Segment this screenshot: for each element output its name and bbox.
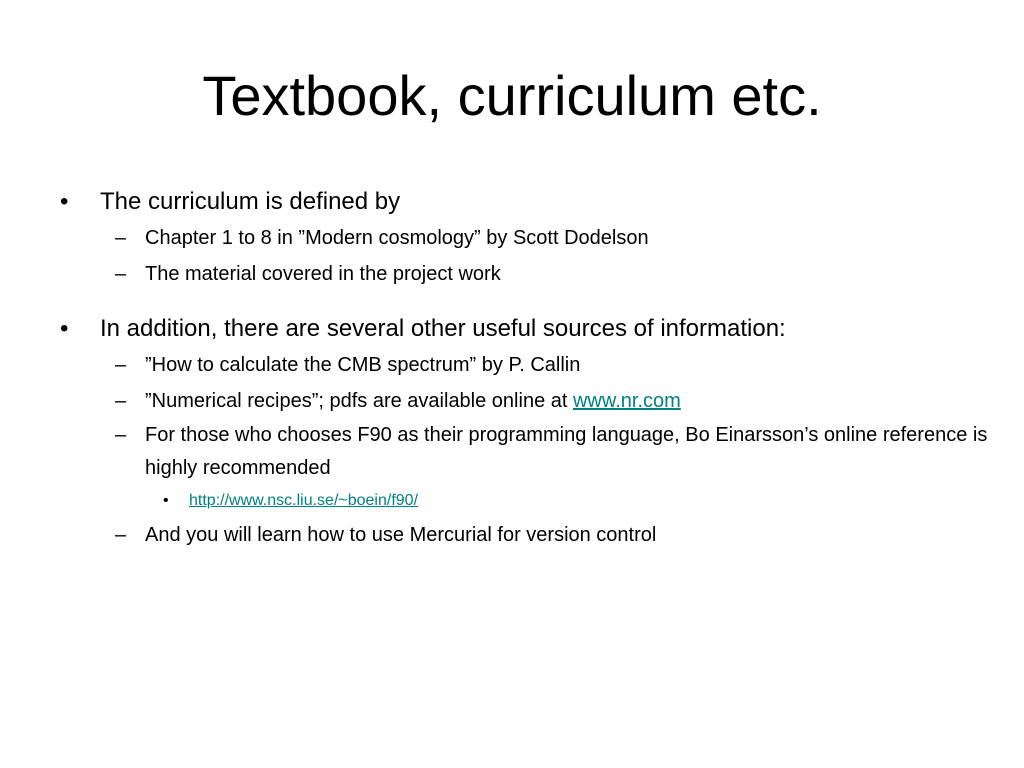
bullet-marker: • xyxy=(60,315,69,342)
bullet-other-sources xyxy=(60,311,990,347)
sub-bullet-text: For those who chooses F90 as their programming language, Bo Einarsson’s online reference is highly recommended xyxy=(145,424,988,479)
dash-marker: – xyxy=(115,263,127,285)
dash-marker: – xyxy=(115,390,127,412)
sub-sub-bullet-f90-link xyxy=(60,485,990,517)
bullet-text: The curriculum is defined by xyxy=(100,188,401,215)
sub-bullet-text: The material covered in the project work xyxy=(145,263,501,285)
nr-com-link[interactable]: www.nr.com xyxy=(572,390,681,412)
slide-title: Textbook, curriculum etc. xyxy=(202,64,822,127)
sub-bullet-f90 xyxy=(60,419,990,485)
sub-bullet-numerical-recipes xyxy=(60,383,990,419)
bullet-marker: • xyxy=(60,188,69,215)
sub-bullet-project-work xyxy=(60,256,990,292)
dash-marker: – xyxy=(115,424,127,446)
sub-bullet-mercurial xyxy=(60,517,990,553)
sub-bullet-dodelson xyxy=(60,220,990,256)
bullet-marker: • xyxy=(163,492,169,509)
sub-bullet-text: ”Numerical recipes”; pdfs are available online at xyxy=(145,390,573,412)
spacer xyxy=(60,292,990,311)
sub-bullet-text: ”How to calculate the CMB spectrum” by P. Callin xyxy=(145,354,581,376)
sub-bullet-callin xyxy=(60,347,990,383)
sub-bullet-text: And you will learn how to use Mercurial for version control xyxy=(145,524,657,546)
sub-bullet-text: Chapter 1 to 8 in ”Modern cosmology” by Scott Dodelson xyxy=(145,227,649,249)
bullet-curriculum xyxy=(60,184,990,220)
dash-marker: – xyxy=(115,354,127,376)
slide-content xyxy=(60,184,990,553)
dash-marker: – xyxy=(115,524,127,546)
bullet-text: In addition, there are several other useful sources of information: xyxy=(100,315,786,342)
f90-reference-link[interactable]: http://www.nsc.liu.se/~boein/f90/ xyxy=(189,492,419,509)
dash-marker: – xyxy=(115,227,127,249)
